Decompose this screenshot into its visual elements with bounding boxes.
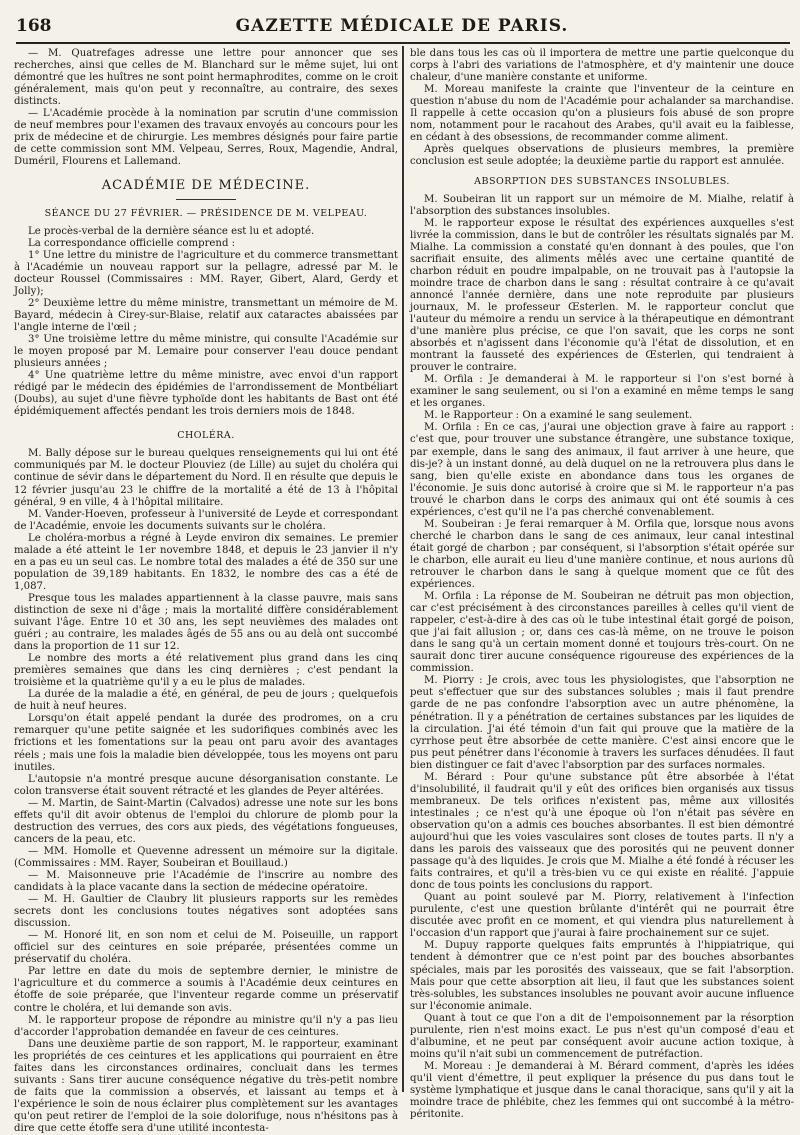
left-cholera-section (14, 448, 398, 1135)
cholera-heading: CHOLÉRA. (177, 430, 235, 442)
paragraph: M. Soubeiran lit un rapport sur un mémoire de M. Mialhe, relatif à l'absorption des substances insolubles. (410, 193, 794, 217)
page-number: 168 (16, 16, 52, 36)
right-top-section (410, 48, 794, 168)
paragraph: La correspondance officielle comprend : (28, 237, 236, 249)
absorption-heading: ABSORPTION DES SUBSTANCES INSOLUBLES. (474, 176, 730, 188)
paragraph: 4° Une quatrième lettre du même ministre, avec envoi d'un rapport rédigé par le médecin des épidémies de l'arrondissement de Montbéliart (Doubs), au sujet d'une fièvre typhoïde dont les habitants de Bast ont été épidémiquement affectés pendant les trois derniers mois de 1848. (14, 370, 398, 418)
seance-heading: SÉANCE DU 27 FÉVRIER. — PRÉSIDENCE DE M. VELPEAU. (44, 207, 368, 219)
paragraph: M. Bally dépose sur le bureau quelques renseignements qui lui ont été communiqués par M. le docteur Plouviez (de Lille) au sujet du choléra qui continue de sévir dans le département du Nord. Il en résulte que depuis le 12 février jusqu'au 23 le chiffre de la mortalité a été de 13 à l'hôpital général, 9 en ville, 4 à l'hôpital militaire. (14, 448, 398, 508)
paragraph: L'autopsie n'a montré presque aucune désorganisation constante. Le colon transverse était souvent rétracté et les glandes de Peyer altérées. (14, 773, 398, 797)
paragraph: M. Bérard : Pour qu'une substance pût être absorbée à l'état d'insolubilité, il faudrait qu'il y eût des orifices bien organisés aux tissus membraneux. De tels orifices n'existent pas, même aux villosités intestinales ; ce n'est qu'à une époque où l'on n'était pas sévère en observation qu'on a admis ces bouches absorbantes. Il est bien démontré aujourd'hui que les voies vasculaires sont closes de toutes parts. Il n'y a dans les parois des vaisseaux que des porosités qui ne peuvent donner passage qu'à des liquides. Je crois que M. Mialhe a été fondé à récuser les faits contraires, et qu'il a très-bien vu ce qui existe en réalité. J'appuie donc de tous points les conclusions du rapport. (410, 771, 794, 892)
paragraph: M. Moreau : Je demanderai à M. Bérard comment, d'après les idées qu'il vient d'émettre, il peut expliquer la présence du pus dans tout le système lymphatique et jusque dans le canal thoracique, sans qu'il y ait la moindre trace de phlébite, chez les femmes qui ont succombé à la métro-péritonite. (410, 1060, 794, 1121)
right-absorption-section (410, 194, 794, 1122)
paragraph: Dans une deuxième partie de son rapport, M. le rapporteur, examinant les propriétés de ces ceintures et les applications qui pourraient en être faites dans les circonstances ordinaires, concluait dans les termes suivants : Sans tirer aucune conséquence négative du très-petit nombre de faits que la commission a observés, et laissant au temps et à l'expérience le soin de nous éclairer plus complètement sur les avantages qu'on peut retirer de l'emploi de la soie dolorifuge, nous n'hésitons pas à dire que cette étoffe sera d'une utilité incontesta- (14, 1038, 398, 1134)
paragraph: M. Orfila : En ce cas, j'aurai une objection grave à faire au rapport : c'est que, pour trouver une substance étrangère, une substance toxique, par exemple, dans le sang des animaux, il faut arriver à une heure, que dis-je? à un instant donné, au delà duquel on ne la retrouvera plus dans le sang, bien qu'elle existe en abondance dans tous les organes de l'économie. Je suis donc autorisé à croire que si M. le rapporteur n'a pas trouvé le charbon dans le corps des animaux qui ont été soumis à ces expériences, c'est qu'il ne l'a pas cherché convenablement. (410, 422, 794, 518)
paragraph: Par lettre en date du mois de septembre dernier, le ministre de l'agriculture et du commerce a soumis à l'Académie deux ceintures en étoffe de soie préparée, que l'inventeur regarde comme un préservatif contre le choléra, et lui demande son avis. (14, 966, 398, 1014)
paragraph: M. Piorry : Je crois, avec tous les physiologistes, que l'absorption ne peut s'effectuer que sur des substances solubles ; mais il faut prendre garde de ne pas confondre l'absorption avec un autre phénomène, la pénétration. Il y a pénétration de certaines substances par les liquides de la circulation. J'ai été témoin d'un fait qui prouve que la matière de la cyrrhose peut être absorbée de cette manière. C'est ainsi encore que le pus peut pénétrer dans l'économie à travers les surfaces dénudées. Il faut bien distinguer ce fait d'avec l'absorption par des surfaces normales. (410, 675, 794, 771)
paragraph: La durée de la maladie a été, en général, de peu de jours ; quelquefois de huit à neuf heures. (14, 689, 398, 713)
paragraph: Le procès-verbal de la dernière séance est lu et adopté. (28, 225, 315, 237)
journal-title: GAZETTE MÉDICALE DE PARIS. (235, 16, 569, 36)
paragraph: — M. Quatrefages adresse une lettre pour annoncer que ses recherches, ainsi que celles de M. Blanchard sur le même sujet, lui ont démontré que les huîtres ne sont point hermaphrodites, comme on le croit généralement, mais qu'on peut y reconnaître, au contraire, des sexes distincts. (14, 48, 398, 108)
paragraph: — MM. Homolle et Quevenne adressent un mémoire sur la digitale. (Commissaires : MM. Rayer, Soubeiran et Bouillaud.) (14, 845, 398, 869)
paragraph: M. le Rapporteur : On a examiné le sang seulement. (424, 410, 693, 422)
paragraph: Le choléra-morbus a régné à Leyde environ dix semaines. Le premier malade a été atteint le 1er novembre 1848, et depuis le 23 janvier il n'y en a pas eu un seul cas. Le nombre total des malades a été de 350 sur une population de 39,189 habitants. En 1832, le nombre des cas a été de 1,087. (14, 532, 398, 592)
paragraph: 1° Une lettre du ministre de l'agriculture et du commerce transmettant à l'Académie un nouveau rapport sur la pellagre, adressé par M. le docteur Roussel (Commissaires : MM. Rayer, Gibert, Alard, Gerdy et Jolly); (14, 249, 398, 297)
paragraph: 2° Deuxième lettre du même ministre, transmettant un mémoire de M. Bayard, médecin à Cirey-sur-Blaise, relatif aux cataractes abaissées par l'angle interne de l'œil ; (14, 297, 398, 333)
paragraph: M. Vander-Hoeven, professeur à l'université de Leyde et correspondant de l'Académie, envoie les documents suivants sur le choléra. (14, 508, 398, 532)
section-rule (176, 199, 236, 200)
left-top-section (14, 48, 398, 168)
paragraph: Quant au point soulevé par M. Piorry, relativement à l'infection purulente, c'est une question brûlante d'intérêt qui ne pourrait être discutée avec profit en ce moment, et qui viendra plus naturellement à l'occasion d'un rapport que j'aurai à faire prochainement sur ce sujet. (410, 892, 794, 940)
paragraph: M. Moreau manifeste la crainte que l'inventeur de la ceinture en question n'abuse du nom de l'Académie pour achalander sa marchandise. Il rappelle à cette occasion qu'on a plusieurs fois abusé de son propre nom, notamment pour le racahout des Arabes, qu'il avait eu la faiblesse, en cédant à des obsessions, de recommander comme aliment. (410, 84, 794, 144)
paragraph: — M. Honoré lit, en son nom et celui de M. Poiseuille, un rapport officiel sur des ceintures en soie préparée, présentées comme un préservatif du choléra. (14, 930, 398, 966)
paragraph: — M. Maisonneuve prie l'Académie de l'inscrire au nombre des candidats à la place vacante dans la section de médecine opératoire. (14, 870, 398, 894)
paragraph: — L'Académie procède à la nomination par scrutin d'une commission de neuf membres pour l'examen des travaux envoyés au concours pour les prix de médecine et de chirurgie. Les membres désignés pour faire partie de cette commission sont MM. Velpeau, Serres, Roux, Magendie, Andral, Duméril, Flourens et Lallemand. (14, 108, 398, 168)
paragraph: Après quelques observations de plusieurs membres, la première conclusion est seule adoptée; la deuxième partie du rapport est annulée. (410, 144, 794, 168)
paragraph: M. Orfila : Je demanderai à M. le rapporteur si l'on s'est borné à examiner le sang seulement, ou si l'on a examiné en même temps le sang et les organes. (410, 374, 794, 410)
paragraph: M. le rapporteur propose de répondre au ministre qu'il n'y a pas lieu d'accorder l'approbation demandée en faveur de ces ceintures. (14, 1014, 398, 1038)
paragraph: — M. H. Gaultier de Claubry lit plusieurs rapports sur les remèdes secrets dont les conclusions toutes négatives sont adoptées sans discussion. (14, 894, 398, 930)
column-divider (402, 46, 404, 1092)
paragraph: M. le rapporteur expose le résultat des expériences auxquelles s'est livrée la commission, dans le but de contrôler les résultats signalés par M. Mialhe. La commission a constaté qu'en donnant à des poules, que l'on sacrifiait ensuite, des aliments mêlés avec une certaine quantité de charbon réduit en poudre impalpable, on ne trouvait pas à l'autopsie la moindre trace de charbon dans le sang : résultat contraire à ce qu'avait annoncé l'année dernière, dans une note reproduite par plusieurs journaux, M. le professeur Œsterlen. M. le rapporteur conclut que l'auteur du mémoire a rendu un service à la thérapeutique en démontrant d'une manière plus précise, ce que l'on savait, que les corps ne sont absorbés et n'agissent dans l'économie qu'à l'état de dissolution, et en montrant la fausseté des expériences de Œsterlen, qui tendraient à prouver le contraire. (410, 217, 794, 374)
paragraph: — M. Martin, de Saint-Martin (Calvados) adresse une note sur les bons effets qu'il dit avoir obtenus de l'emploi du chlorure de plomb pour la destruction des verrues, des cors aux pieds, des végétations fongueuses, cancers de la peau, etc. (14, 797, 398, 845)
paragraph: M. Soubeiran : Je ferai remarquer à M. Orfila que, lorsque nous avons cherché le charbon dans le sang de ces animaux, leur canal intestinal était gorgé de charbon ; par conséquent, si l'absorption s'était opérée sur le charbon, elle aurait eu lieu d'une manière continue, et nous aurions dû retrouver le charbon dans le sang à quelque moment que ce fût des expériences. (410, 518, 794, 591)
paragraph: 3° Une troisième lettre du même ministre, qui consulte l'Académie sur le moyen proposé par M. Lemaire pour conserver l'eau douce pendant plusieurs années ; (14, 333, 398, 370)
paragraph: Presque tous les malades appartiennent à la classe pauvre, mais sans distinction de sexe ni d'âge ; mais la mortalité diffère considérablement suivant l'âge. Entre 10 et 30 ans, les sept neuvièmes des malades ont guéri ; au contraire, les malades âgés de 55 ans ou au delà ont succombé dans la proportion de 11 sur 12. (14, 592, 398, 653)
paragraph: Lorsqu'on était appelé pendant la durée des prodromes, on a cru remarquer qu'une petite saignée et les sudorifiques combinés avec les frictions et les fomentations sur la peau ont paru avoir des avantages réels ; mais une fois la maladie bien développée, tous les moyens ont paru inutiles. (14, 713, 398, 773)
paragraph: M. Orfila : La réponse de M. Soubeiran ne détruit pas mon objection, car c'est précisément à des circonstances pareilles à celles qu'il vient de rappeler, c'est-à-dire à des cas où le tube intestinal était gorgé de poison, que j'ai fait allusion ; or, dans ces cas-là même, on ne trouve le poison dans le sang qu'à un certain moment donné et toujours très-court. On ne saurait donc tirer aucune conséquence rigoureuse des expériences de la commission. (410, 591, 794, 675)
header-rule (16, 42, 790, 44)
left-column (14, 48, 398, 1134)
paragraph: ble dans tous les cas où il importera de mettre une partie quelconque du corps à l'abri des variations de l'atmosphère, et d'y maintenir une douce chaleur, d'une manière constante et uniforme. (410, 48, 794, 84)
right-column (410, 48, 794, 1121)
page-header (14, 16, 790, 42)
academy-heading: ACADÉMIE DE MÉDECINE. (101, 178, 311, 194)
paragraph: Quant à tout ce que l'on a dit de l'empoisonnement par la résorption purulente, rien n'est moins exact. Le pus n'est qu'un composé d'eau et d'albumine, et ne peut par conséquent avoir aucune action toxique, à moins qu'il n'ait subi un commencement de putréfaction. (410, 1012, 794, 1060)
paragraph: Le nombre des morts a été relativement plus grand dans les cinq premières semaines que dans les cinq dernières ; c'est pendant la troisième et la quatrième qu'il y a eu le plus de malades. (14, 653, 398, 689)
left-mid-section (14, 226, 398, 419)
paragraph: M. Dupuy rapporte quelques faits empruntés à l'hippiatrique, qui tendent à démontrer que ce n'est point par des bouches absorbantes spéciales, mais par les porosités des vaisseaux, que se fait l'absorption. Mais pour que cette absorption ait lieu, il faut que les substances soient très-solubles, les substances insolubles ne pouvant avoir aucune influence sur l'économie animale. (410, 940, 794, 1012)
